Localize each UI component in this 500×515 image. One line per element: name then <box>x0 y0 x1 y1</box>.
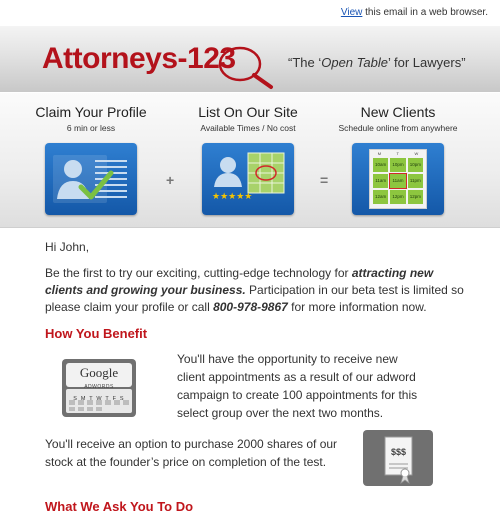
greeting: Hi John, <box>45 240 90 254</box>
schedule-day-label: T <box>396 151 399 156</box>
magnifier-icon <box>216 42 276 92</box>
adwords-sub: ADWORDS <box>84 384 114 390</box>
schedule-grid-icon <box>352 143 444 215</box>
header-banner <box>0 26 500 92</box>
schedule-slot: 10pm <box>408 158 423 172</box>
view-in-browser-link[interactable]: View <box>340 7 363 18</box>
tagline-post: ’ for Lawyers” <box>387 55 466 70</box>
adwords-days: S M T W T F S <box>73 396 125 402</box>
step-subtitle: Available Times / No cost <box>200 123 296 133</box>
stock-symbol: $$$ <box>390 447 407 457</box>
benefit-appointments: You'll have the opportunity to receive new client appointments as a result of our adword campaign to create 100 appointments for this select group over the next two months. <box>177 352 418 420</box>
step-title: List On Our Site <box>198 104 298 120</box>
view-in-browser-text: this email in a web browser. <box>362 7 488 18</box>
tagline-emphasis: Open Table <box>321 55 388 70</box>
plus-operator: + <box>166 172 175 188</box>
tagline <box>288 55 466 70</box>
step-title: New Clients <box>360 104 436 120</box>
step-title: Claim Your Profile <box>35 104 147 120</box>
email-body <box>45 236 465 514</box>
stock-certificate-icon <box>363 430 433 486</box>
listing-rating-icon <box>202 143 294 215</box>
schedule-slot: 12am <box>373 190 388 204</box>
intro-paragraph <box>45 265 465 316</box>
schedule-slot: 10am <box>373 158 388 172</box>
schedule-slot: 12pm <box>390 190 405 204</box>
schedule-slot: 11am <box>373 174 388 188</box>
step-list-on-site[interactable] <box>182 104 314 215</box>
schedule-slot: 11am <box>390 174 405 188</box>
intro-bold: attracting new clients and growing your business. <box>45 266 434 297</box>
adwords-calendar-icon <box>62 359 136 417</box>
step-new-clients[interactable] <box>332 104 464 215</box>
phone-number[interactable]: 800-978-9867 <box>213 300 288 314</box>
intro-text-2: Participation in our beta test is limited so please claim your profile or call <box>45 283 464 314</box>
schedule-grid <box>370 157 426 205</box>
intro-text-1: Be the first to try our exciting, cutting-edge technology for <box>45 266 352 280</box>
profile-check-icon <box>45 143 137 215</box>
tagline-pre: “The ‘ <box>288 55 322 70</box>
schedule-slot: 12pm <box>408 190 423 204</box>
schedule-day-label: W <box>414 151 419 156</box>
rating-stars: ★★★★★ <box>212 191 253 201</box>
schedule-slot: 10pm <box>390 158 405 172</box>
adwords-brand: Google <box>79 365 119 380</box>
heading-what-we-ask: What We Ask You To Do <box>45 499 194 514</box>
heading-how-you-benefit: How You Benefit <box>45 326 148 341</box>
equals-operator: = <box>320 172 329 188</box>
intro-text-3: for more information now. <box>287 300 427 314</box>
step-claim-profile[interactable] <box>25 104 157 215</box>
browser-view-bar <box>0 0 500 26</box>
schedule-days-row <box>370 150 426 157</box>
step-subtitle: 6 min or less <box>66 123 116 133</box>
benefit-stock-option: You'll receive an option to purchase 2000 shares of our stock at the founder’s price on completion of the test. <box>45 437 338 469</box>
schedule-day-label: M <box>377 151 382 156</box>
logo-text[interactable]: Attorneys-123 <box>42 42 236 75</box>
schedule-slot: 11pm <box>408 174 423 188</box>
schedule-calendar <box>369 149 427 209</box>
step-subtitle: Schedule online from anywhere <box>338 123 458 133</box>
